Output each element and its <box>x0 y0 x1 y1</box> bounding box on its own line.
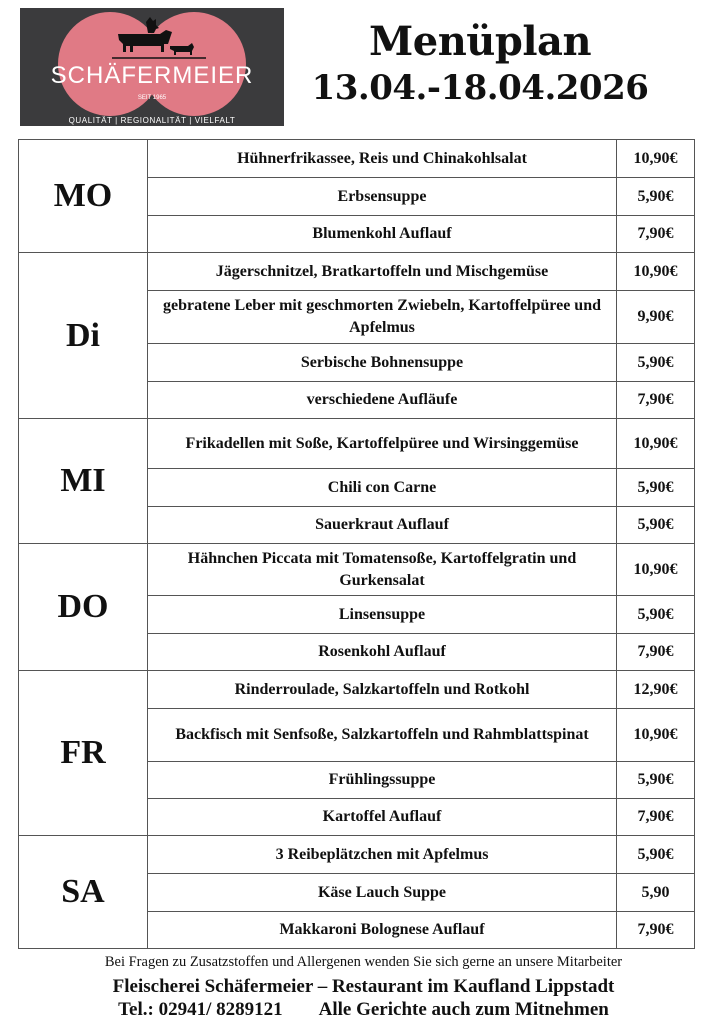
menu-table <box>18 139 695 949</box>
day-label: MO <box>19 140 148 253</box>
dish-name: Hähnchen Piccata mit Tomatensoße, Kartoffelgratin und Gurkensalat <box>148 544 617 596</box>
dish-name: 3 Reibeplätzchen mit Apfelmus <box>148 836 617 874</box>
dish-name: gebratene Leber mit geschmorten Zwiebeln, Kartoffelpüree und Apfelmus <box>148 291 617 344</box>
day-label: MI <box>19 419 148 544</box>
logo-since: SEIT 1965 <box>137 95 167 101</box>
day-label: SA <box>19 836 148 949</box>
dish-price: 7,90€ <box>617 216 695 253</box>
day-label: DO <box>19 544 148 671</box>
dish-name: Backfisch mit Senfsoße, Salzkartoffeln und Rahmblattspinat <box>148 709 617 762</box>
dish-price: 5,90€ <box>617 596 695 634</box>
dish-name: Käse Lauch Suppe <box>148 874 617 912</box>
logo <box>20 8 284 126</box>
dish-name: Kartoffel Auflauf <box>148 799 617 836</box>
takeaway-note: Alle Gerichte auch zum Mitnehmen <box>318 999 609 1020</box>
date-range: 13.04.-18.04.2026 <box>311 68 649 108</box>
dish-price: 12,90€ <box>617 671 695 709</box>
dish-price: 5,90€ <box>617 178 695 216</box>
dish-price: 7,90€ <box>617 382 695 419</box>
dish-price: 9,90€ <box>617 291 695 344</box>
dish-price: 10,90€ <box>617 140 695 178</box>
dish-price: 5,90€ <box>617 469 695 507</box>
dish-name: Hühnerfrikassee, Reis und Chinakohlsalat <box>148 140 617 178</box>
menu-row <box>19 671 695 709</box>
dish-name: Frikadellen mit Soße, Kartoffelpüree und Wirsinggemüse <box>148 419 617 469</box>
menu-row <box>19 544 695 596</box>
day-label: Di <box>19 253 148 419</box>
day-label: FR <box>19 671 148 836</box>
dish-name: Linsensuppe <box>148 596 617 634</box>
dish-price: 10,90€ <box>617 709 695 762</box>
dish-price: 5,90€ <box>617 836 695 874</box>
menu-row <box>19 253 695 291</box>
dish-name: Frühlingssuppe <box>148 762 617 799</box>
dish-name: Chili con Carne <box>148 469 617 507</box>
dish-price: 5,90€ <box>617 762 695 799</box>
dish-name: Jägerschnitzel, Bratkartoffeln und Mischgemüse <box>148 253 617 291</box>
page-header <box>300 18 660 110</box>
contact-line <box>0 999 727 1021</box>
dish-price: 5,90€ <box>617 507 695 544</box>
dish-price: 10,90€ <box>617 253 695 291</box>
dish-price: 7,90€ <box>617 912 695 949</box>
dish-name: Makkaroni Bolognese Auflauf <box>148 912 617 949</box>
dish-name: verschiedene Aufläufe <box>148 382 617 419</box>
logo-graphic <box>20 8 284 126</box>
dish-price: 10,90€ <box>617 419 695 469</box>
phone-number: Tel.: 02941/ 8289121 <box>118 999 283 1020</box>
allergen-note: Bei Fragen zu Zusatzstoffen und Allergenen wenden Sie sich gerne an unsere Mitarbeiter <box>104 954 623 970</box>
dish-price: 10,90€ <box>617 544 695 596</box>
dish-price: 7,90€ <box>617 799 695 836</box>
business-line: Fleischerei Schäfermeier – Restaurant im Kaufland Lippstadt <box>112 976 615 997</box>
dish-price: 5,90€ <box>617 344 695 382</box>
dish-name: Erbsensuppe <box>148 178 617 216</box>
page-title: Menüplan <box>368 18 592 65</box>
dish-price: 5,90 <box>617 874 695 912</box>
logo-brand: SCHÄFERMEIER <box>50 62 254 89</box>
menu-row <box>19 419 695 469</box>
dish-name: Serbische Bohnensuppe <box>148 344 617 382</box>
dish-name: Blumenkohl Auflauf <box>148 216 617 253</box>
logo-tagline: QUALITÄT | REGIONALITÄT | VIELFALT <box>68 116 236 125</box>
menu-row <box>19 836 695 874</box>
dish-name: Sauerkraut Auflauf <box>148 507 617 544</box>
dish-price: 7,90€ <box>617 634 695 671</box>
dish-name: Rinderroulade, Salzkartoffeln und Rotkohl <box>148 671 617 709</box>
dish-name: Rosenkohl Auflauf <box>148 634 617 671</box>
menu-row <box>19 140 695 178</box>
